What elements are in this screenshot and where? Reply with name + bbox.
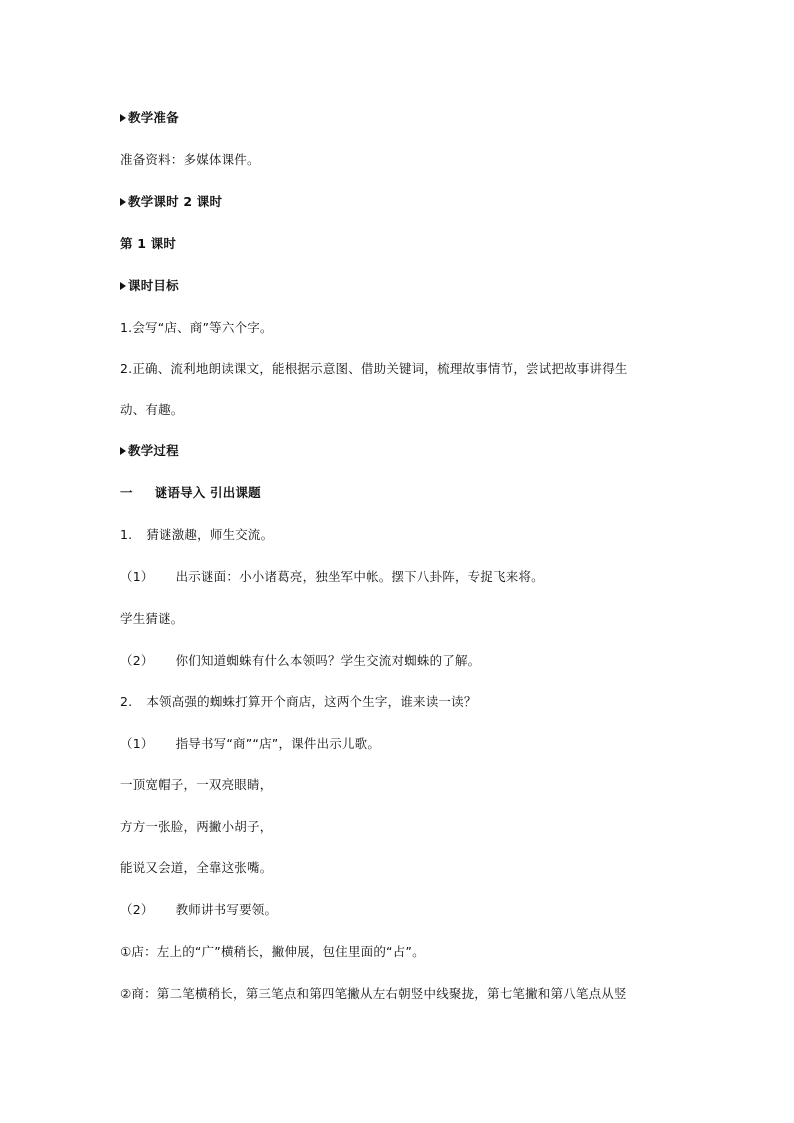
hours-heading: 教学课时 2 课时 xyxy=(120,194,222,210)
triangle-bullet-icon xyxy=(120,198,126,206)
triangle-bullet-icon xyxy=(120,114,126,122)
prep-text: 准备资料：多媒体课件。 xyxy=(120,152,260,167)
poem-line-3: 能说又会道，全靠这张嘴。 xyxy=(120,860,273,875)
sub-item-4: （2） 教师讲书写要领。 xyxy=(120,902,278,917)
goal-1: 1.会写“店、商”等六个字。 xyxy=(120,320,273,335)
sub-item-3: （1） 指导书写“商”“店”，课件出示儿歌。 xyxy=(120,736,381,751)
prep-heading: 教学准备 xyxy=(120,110,179,126)
list-item-1: 1. 猜谜激趣，师生交流。 xyxy=(120,527,274,542)
students-guess-text: 学生猜谜。 xyxy=(120,611,184,626)
triangle-bullet-icon xyxy=(120,282,126,290)
writing-note-2: ②商：第二笔横稍长，第三笔点和第四笔撇从左右朝竖中线聚拢，第七笔撇和第八笔点从竖 xyxy=(120,986,627,1001)
poem-line-2: 方方一张脸，两撇小胡子， xyxy=(120,819,273,834)
lesson-title: 第 1 课时 xyxy=(120,236,177,251)
goals-heading: 课时目标 xyxy=(120,278,179,294)
process-heading: 教学过程 xyxy=(120,443,179,459)
goal-2-line-2: 动、有趣。 xyxy=(120,402,184,417)
triangle-bullet-icon xyxy=(120,447,126,455)
list-item-2: 2. 本领高强的蜘蛛打算开个商店，这两个生字，谁来读一读？ xyxy=(120,694,477,709)
poem-line-1: 一顶宽帽子，一双亮眼睛， xyxy=(120,777,273,792)
sub-item-1: （1） 出示谜面：小小诸葛亮，独坐军中帐。摆下八卦阵，专捉飞来将。 xyxy=(120,569,544,584)
writing-note-1: ①店：左上的“广”横稍长，撇伸展，包住里面的“占”。 xyxy=(120,944,425,959)
goal-2-line-1: 2.正确、流利地朗读课文，能根据示意图、借助关键词，梳理故事情节，尝试把故事讲得生 xyxy=(120,361,628,376)
section-1-title: 一 谜语导入 引出课题 xyxy=(120,485,261,500)
sub-item-2: （2） 你们知道蜘蛛有什么本领吗？学生交流对蜘蛛的了解。 xyxy=(120,653,481,668)
